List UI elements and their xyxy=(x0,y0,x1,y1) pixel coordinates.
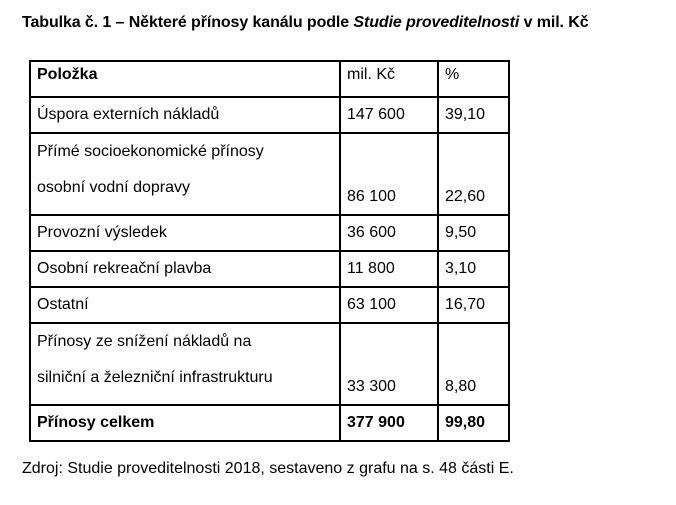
header-percent: % xyxy=(438,61,509,97)
row-item-line1: Přínosy ze snížení nákladů na xyxy=(37,333,252,350)
row-value: 147 600 xyxy=(340,97,438,133)
header-item: Položka xyxy=(30,61,340,97)
total-percent: 99,80 xyxy=(438,405,509,441)
caption-prefix: Tabulka č. 1 – Některé přínosy kanálu podle xyxy=(22,14,354,31)
row-percent: 8,80 xyxy=(438,323,509,405)
table-header-row xyxy=(30,61,509,97)
row-item: Úspora externích nákladů xyxy=(30,97,340,133)
row-item: Osobní rekreační plavba xyxy=(30,251,340,287)
row-value: 86 100 xyxy=(340,133,438,215)
table-row xyxy=(30,323,509,405)
row-item-line2: osobní vodní dopravy xyxy=(37,179,190,196)
row-percent: 9,50 xyxy=(438,215,509,251)
total-value: 377 900 xyxy=(340,405,438,441)
table-row xyxy=(30,251,509,287)
row-item-line1: Přímé socioekonomické přínosy xyxy=(37,143,264,160)
row-item xyxy=(30,323,340,405)
row-item xyxy=(30,133,340,215)
row-item: Ostatní xyxy=(30,287,340,323)
table-row xyxy=(30,133,509,215)
row-percent: 16,70 xyxy=(438,287,509,323)
table-total-row xyxy=(30,405,509,441)
source-note: Zdroj: Studie proveditelnosti 2018, sestaveno z grafu na s. 48 části E. xyxy=(22,460,514,477)
row-item-line2: silniční a železniční infrastrukturu xyxy=(37,369,273,386)
row-percent: 39,10 xyxy=(438,97,509,133)
header-value: mil. Kč xyxy=(340,61,438,97)
table-row xyxy=(30,97,509,133)
row-percent: 3,10 xyxy=(438,251,509,287)
row-value: 36 600 xyxy=(340,215,438,251)
row-item: Provozní výsledek xyxy=(30,215,340,251)
table-caption xyxy=(22,14,589,32)
table-row xyxy=(30,287,509,323)
total-item: Přínosy celkem xyxy=(30,405,340,441)
caption-italic: Studie proveditelnosti xyxy=(353,14,520,31)
row-percent: 22,60 xyxy=(438,133,509,215)
row-value: 33 300 xyxy=(340,323,438,405)
table-row xyxy=(30,215,509,251)
row-value: 11 800 xyxy=(340,251,438,287)
caption-suffix: v mil. Kč xyxy=(519,14,589,31)
benefits-table xyxy=(29,60,510,442)
row-value: 63 100 xyxy=(340,287,438,323)
